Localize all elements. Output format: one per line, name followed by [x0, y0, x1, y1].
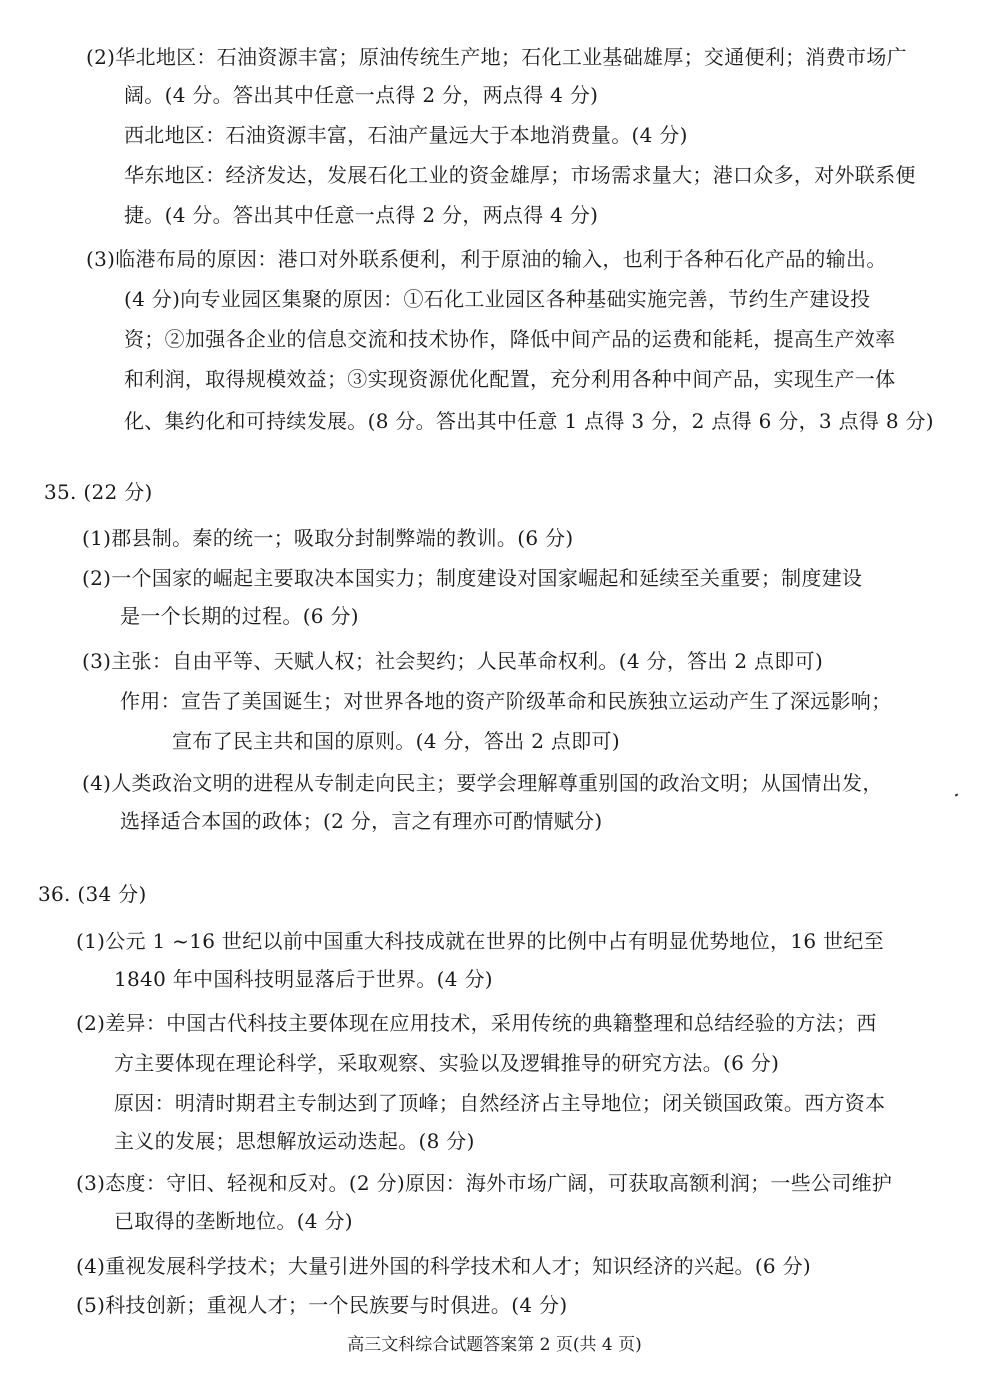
answer-line: 西北地区：石油资源丰富，石油产量远大于本地消费量。(4 分) — [124, 123, 688, 147]
answer-line: 已取得的垄断地位。(4 分) — [114, 1209, 353, 1233]
answer-line: 是一个长期的过程。(6 分) — [120, 604, 359, 628]
question-heading: 35. (22 分) — [44, 480, 153, 504]
answer-line: (3)临港布局的原因：港口对外联系便利，利于原油的输入，也利于各种石化产品的输出。 — [86, 247, 887, 271]
answer-line: 1840 年中国科技明显落后于世界。(4 分) — [114, 967, 493, 991]
answer-line: 华东地区：经济发达，发展石化工业的资金雄厚；市场需求量大；港口众多，对外联系便 — [124, 163, 916, 187]
answer-line: 作用：宣告了美国诞生；对世界各地的资产阶级革命和民族独立运动产生了深远影响； — [120, 689, 892, 713]
answer-line: (4)重视发展科学技术；大量引进外国的科学技术和人才；知识经济的兴起。(6 分) — [76, 1254, 812, 1278]
question-heading: 36. (34 分) — [38, 882, 147, 906]
answer-line: 方主要体现在理论科学，采取观察、实验以及逻辑推导的研究方法。(6 分) — [114, 1051, 780, 1075]
answer-line: (3)主张：自由平等、天赋人权；社会契约；人民革命权利。(4 分，答出 2 点即可) — [82, 649, 824, 673]
answer-line: (5)科技创新；重视人才；一个民族要与时俱进。(4 分) — [76, 1293, 568, 1317]
answer-line: 原因：明清时期君主专制达到了顶峰；自然经济占主导地位；闭关锁国政策。西方资本 — [114, 1091, 886, 1115]
answer-line: (2)差异：中国古代科技主要体现在应用技术，采用传统的典籍整理和总结经验的方法；西 — [76, 1011, 877, 1035]
answer-line: (2)华北地区：石油资源丰富；原油传统生产地；石化工业基础雄厚；交通便利；消费市场广 — [86, 45, 907, 69]
answer-line: 阔。(4 分。答出其中任意一点得 2 分，两点得 4 分) — [124, 83, 599, 107]
scan-speck — [955, 793, 959, 796]
answer-line: 和利润，取得规模效益；③实现资源优化配置，充分利用各种中间产品，实现生产一体 — [124, 367, 896, 391]
answer-line: 资；②加强各企业的信息交流和技术协作，降低中间产品的运费和能耗，提高生产效率 — [124, 327, 896, 351]
answer-line: (3)态度：守旧、轻视和反对。(2 分)原因：海外市场广阔，可获取高额利润；一些公司维护 — [76, 1171, 893, 1195]
answer-line: 宣布了民主共和国的原则。(4 分，答出 2 点即可) — [172, 729, 620, 753]
answer-line: (2)一个国家的崛起主要取决本国实力；制度建设对国家崛起和延续至关重要；制度建设 — [82, 566, 863, 590]
answer-line: 选择适合本国的政体；(2 分，言之有理亦可酌情赋分) — [120, 809, 603, 833]
answer-line: (1)公元 1 ~16 世纪以前中国重大科技成就在世界的比例中占有明显优势地位，16 世纪至 — [76, 929, 884, 953]
answer-line: 主义的发展；思想解放运动迭起。(8 分) — [114, 1129, 475, 1153]
answer-line: (4)人类政治文明的进程从专制走向民主；要学会理解尊重别国的政治文明；从国情出发， — [82, 771, 883, 795]
answer-line: 捷。(4 分。答出其中任意一点得 2 分，两点得 4 分) — [124, 203, 599, 227]
page-footer: 高三文科综合试题答案第 2 页(共 4 页) — [347, 1335, 642, 1355]
answer-line: (4 分)向专业园区集聚的原因：①石化工业园区各种基础实施完善，节约生产建设投 — [124, 287, 871, 311]
answer-line: (1)郡县制。秦的统一；吸取分封制弊端的教训。(6 分) — [82, 526, 574, 550]
answer-line: 化、集约化和可持续发展。(8 分。答出其中任意 1 点得 3 分，2 点得 6 分，3 点得 8 分) — [124, 409, 934, 433]
